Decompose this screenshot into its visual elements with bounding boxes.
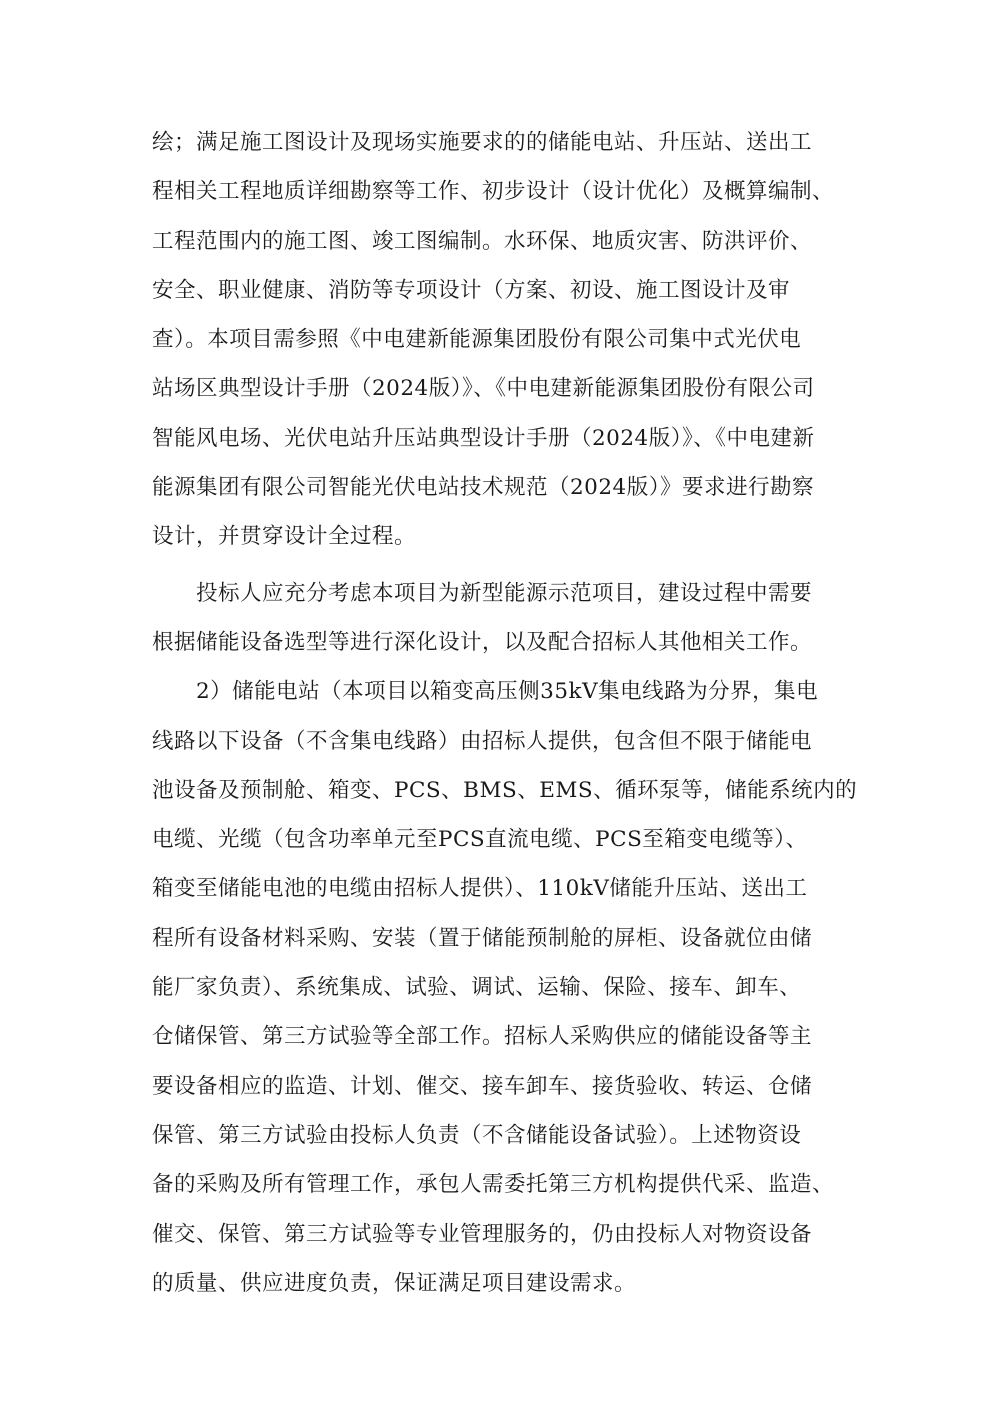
text-line: 设计，并贯穿设计全过程。: [152, 524, 417, 550]
paragraph-3: [152, 667, 872, 1308]
text-line: 根据储能设备选型等进行深化设计，以及配合招标人其他相关工作。: [152, 629, 813, 655]
paragraph-gap: [152, 562, 872, 569]
text-line: 程相关工程地质详细勘察等工作、初步设计（设计优化）及概算编制、: [152, 179, 835, 205]
paragraph-1: [152, 118, 872, 562]
text-line: 催交、保管、第三方试验等专业管理服务的，仍由投标人对物资设备: [152, 1221, 813, 1247]
text-line: 能厂家负责）、系统集成、试验、调试、运输、保险、接车、卸车、: [152, 975, 802, 1001]
text-line: 仓储保管、第三方试验等全部工作。招标人采购供应的储能设备等主: [152, 1024, 813, 1050]
text-line: 池设备及预制舱、箱变、PCS、BMS、EMS、循环泵等，储能系统内的: [152, 777, 858, 803]
text-line: 保管、第三方试验由投标人负责（不含储能设备试验）。上述物资设: [152, 1122, 802, 1148]
text-line: 投标人应充分考虑本项目为新型能源示范项目，建设过程中需要: [152, 580, 813, 606]
text-line: 线路以下设备（不含集电线路）由招标人提供，包含但不限于储能电: [152, 728, 813, 754]
text-line: 智能风电场、光伏电站升压站典型设计手册（2024版）》、《中电建新: [152, 425, 815, 451]
text-line: 站场区典型设计手册（2024版）》、《中电建新能源集团股份有限公司: [152, 376, 815, 402]
document-body: [152, 118, 872, 1308]
text-line: 电缆、光缆（包含功率单元至PCS直流电缆、PCS至箱变电缆等）、: [152, 827, 808, 853]
text-line: 查）。本项目需参照《中电建新能源集团股份有限公司集中式光伏电: [152, 327, 802, 353]
text-line: 程所有设备材料采购、安装（置于储能预制舱的屏柜、设备就位由储: [152, 925, 813, 951]
text-line: 工程范围内的施工图、竣工图编制。水环保、地质灾害、防洪评价、: [152, 228, 813, 254]
text-line: 能源集团有限公司智能光伏电站技术规范（2024版）》要求进行勘察: [152, 475, 814, 501]
text-line: 要设备相应的监造、计划、催交、接车卸车、接货验收、转运、仓储: [152, 1073, 813, 1099]
text-line: 箱变至储能电池的电缆由招标人提供）、110kV储能升压站、送出工: [152, 876, 808, 902]
text-line: 2）储能电站（本项目以箱变高压侧35kV集电线路为分界，集电: [152, 679, 819, 705]
text-line: 的质量、供应进度负责，保证满足项目建设需求。: [152, 1270, 637, 1296]
text-line: 备的采购及所有管理工作，承包人需委托第三方机构提供代采、监造、: [152, 1172, 835, 1198]
paragraph-2: [152, 569, 872, 668]
text-line: 绘；满足施工图设计及现场实施要求的的储能电站、升压站、送出工: [152, 130, 813, 155]
text-line: 安全、职业健康、消防等专项设计（方案、初设、施工图设计及审: [152, 277, 791, 303]
